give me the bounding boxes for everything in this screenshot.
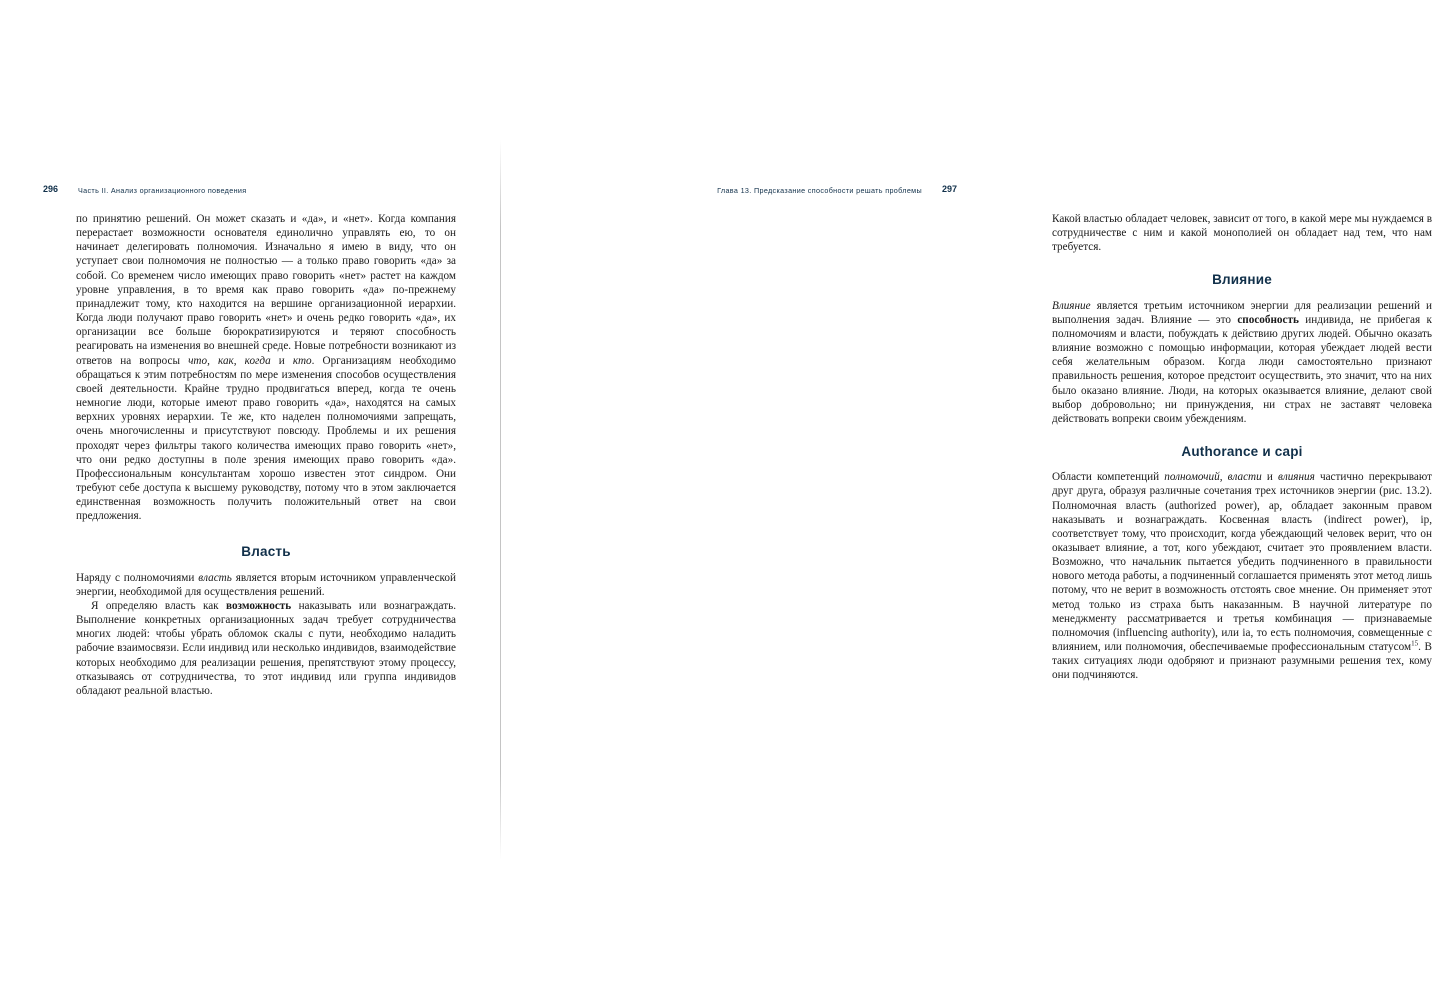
right-text-column	[1052, 212, 1432, 683]
paragraph: Влияние является третьим источником энергии для реализации решений и выполнения задач. Влияние — это способность индивида, не прибегая к полномочиям и власти, побуждать к действию других людей. Обычно оказать влияние возможно с помощью информации, которая убеждает людей вести себя желательным образом. Когда люди самостоятельно признают правильность решения, которое предстоит осуществить, это значит, что на них было оказано влияние. Люди, на которых оказывается влияние, делают свой выбор добровольно; ни принуждения, ни страх не заставят человека действовать вопреки своим убеждениям.	[1052, 299, 1432, 425]
paragraph: Какой властью обладает человек, зависит от того, в какой мере мы нуждаемся в сотрудничестве с ним и какой монополией он обладает над тем, что нам требуется.	[1052, 213, 1432, 254]
page-number-left: 296	[43, 184, 59, 194]
section-heading-vliyanie: Влияние	[1212, 272, 1272, 288]
paragraph: Наряду с полномочиями власть является вторым источником управленческой энергии, необходимой для осуществления решений.	[76, 571, 456, 598]
paragraph: Я определяю власть как возможность наказывать или вознаграждать. Выполнение конкретных организационных задач требует сотрудничества многих людей: чтобы убрать обломок скалы с пути, необходимо наладить рабочие взаимосвязи. Если индивид или несколько индивидов, взаимодействие которых необходимо для реализации решения, препятствуют этому процессу, отказываясь от сотрудничества, то этот индивид или группа индивидов обладают реальной властью.	[76, 599, 456, 697]
section-heading-authorance-capi: Authorance и capi	[1181, 444, 1303, 460]
paragraph: Области компетенций полномочий, власти и влияния частично перекрывают друг друга, образуя различные сочетания трех источников энергии (рис. 13.2). Полномочная власть (authorized power), ар, обладает законным правом наказывать и вознаграждать. Косвенная власть (indirect power), ip, соответствует тому, что происходит, когда убеждающий человек верит, что он оказывает влияние, а тот, кого убеждают, считает это проявлением власти. Возможно, что начальник пытается убедить подчиненного в правильности нового метода работы, а подчиненный соглашается применять этот метод лишь потому, что не верит в возможность отстоять свое мнение. Он применяет этот метод только из страха быть наказанным. В научной литературе по менеджменту рассматривается и третья комбинация — признаваемые полномочия (influencing authority), или ia, то есть полномочия, совмещенные с влиянием, или полномочия, обеспечиваемые профессиональным статусом$^{15}$. В таких ситуациях люди одобряют и признают разумными решения тех, кому они подчиняются.	[1052, 471, 1432, 682]
right-page	[500, 0, 1432, 1000]
paragraph: по принятию решений. Он может сказать и «да», и «нет». Когда компания перерастает возможности основателя единолично управлять ею, то он начинает делегировать полномочия. Изначально я имею в виду, что он уступает свои полномочия не полностью — а только право говорить «да» за собой. Со временем число имеющих право говорить «нет» растет на каждом уровне управления, в то время как право говорить «да» по-прежнему принадлежит тому, кто находится на вершине организационной иерархии. Когда люди получают право говорить «нет» и очень редко говорить «да», их организации все больше бюрократизируются и теряют способность реагировать на изменения во внешней среде. Новые потребности возникают из ответов на вопросы что, как, когда и кто. Организациям необходимо обращаться к этим потребностям по мере изменения способов осуществления своей деятельности. Крайне трудно продвигаться вперед, когда те очень немногие люди, которые имеют право говорить «да», находятся на самых верхних уровнях иерархии. Те же, кто наделен полномочиями запрещать, очень многочисленны и присутствуют повсюду. Проблемы и их решения проходят через фильтры такого количества имеющих право говорить «нет», что они редко доступны в поле зрения имеющих право говорить «да». Профессиональным консультантам хорошо известен этот синдром. Они требуют себе доступа к высшему руководству, потому что в этом заключается единственная возможность получить положительный ответ на свои предложения.	[76, 213, 456, 523]
running-head-right: Глава 13. Предсказание способности решать проблемы	[717, 186, 922, 195]
left-page	[0, 0, 500, 1000]
page-number-right: 297	[941, 184, 957, 194]
left-text-column	[76, 212, 456, 698]
running-head-left: Часть II. Анализ организационного поведения	[78, 186, 247, 195]
section-heading-vlast: Власть	[241, 544, 291, 560]
